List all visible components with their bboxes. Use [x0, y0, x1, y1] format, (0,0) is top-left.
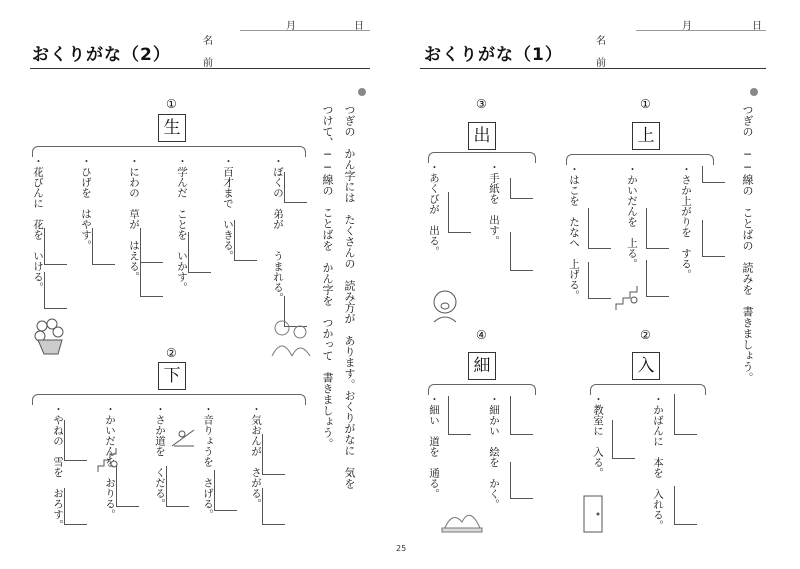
answer-box[interactable] [588, 208, 611, 249]
brothers-picture [268, 318, 314, 358]
right-q1-2: ・かいだんを 上る。 [626, 164, 638, 269]
right-group2-kanji: 入 [632, 352, 660, 380]
left-group1-brace [32, 146, 306, 157]
right-q3-2: ・あくびが 出る。 [428, 162, 440, 257]
climbing-stairs-picture [614, 282, 644, 312]
drawing-picture [440, 500, 484, 534]
answer-box[interactable] [92, 228, 115, 265]
answer-box[interactable] [646, 260, 669, 297]
door-picture [580, 494, 606, 534]
answer-box[interactable] [140, 228, 163, 263]
answer-box[interactable] [234, 220, 257, 261]
left-q2-1: ・気おんが さがる。 [250, 404, 262, 509]
answer-box[interactable] [510, 178, 533, 199]
yawning-child-picture [428, 288, 462, 324]
answer-box[interactable] [612, 420, 635, 459]
left-name-label-2: 前 [203, 58, 213, 69]
left-instruction-bullet [358, 88, 366, 96]
answer-box[interactable] [510, 232, 533, 271]
left-group2-brace [32, 394, 306, 405]
left-q2-4: ・かいだんを おりる。 [104, 404, 116, 520]
right-q1-1: ・さか上がりを する。 [680, 164, 692, 280]
right-q4-2: ・細い 道を 通る。 [428, 394, 440, 499]
left-group1-number: ① [166, 97, 177, 111]
left-q2-2: ・音りょうを さげる。 [202, 404, 214, 520]
left-title-rule [30, 68, 370, 69]
left-day-label: 日 [354, 21, 364, 32]
answer-box[interactable] [284, 172, 307, 203]
answer-box[interactable] [448, 192, 471, 233]
right-group3-brace [428, 152, 536, 163]
right-group4-number: ④ [476, 328, 487, 342]
left-q2-3: ・さか道を くだる。 [154, 404, 166, 509]
right-title-rule [420, 68, 766, 69]
slope-picture [170, 426, 196, 448]
right-q1-3: ・はこを たなへ 上げる。 [568, 164, 580, 301]
left-q1-6: ・花びんに 花を いける。 [32, 156, 44, 293]
left-instruction-line-2: つけて、──線の ことばを かん字を つかって 書きましょう。 [321, 104, 334, 449]
answer-box[interactable] [510, 396, 533, 435]
answer-box[interactable] [64, 420, 87, 461]
right-group1-kanji: 上 [632, 122, 660, 150]
page-number: 25 [396, 544, 407, 553]
right-instruction: つぎの ──線の ことばの 読みを 書きましょう。 [741, 104, 754, 383]
answer-box[interactable] [44, 228, 67, 265]
left-date-rule [240, 30, 370, 31]
right-group2-number: ② [640, 328, 651, 342]
right-group3-number: ③ [476, 97, 487, 111]
flower-vase-picture [30, 316, 70, 356]
answer-box[interactable] [262, 488, 285, 525]
right-q4-1: ・細かい 絵を かく。 [488, 394, 500, 510]
left-q1-4: ・にわの 草が はえる。 [128, 156, 140, 282]
right-date-rule [636, 30, 766, 31]
right-q3-1: ・手紙を 出す。 [488, 162, 500, 246]
left-group2-kanji: 下 [158, 362, 186, 390]
right-group3-kanji: 出 [468, 122, 496, 150]
left-q1-2: ・百才まで いきる。 [222, 156, 234, 261]
right-q2-1: ・かばんに 本を 入れる。 [652, 394, 664, 531]
left-group1-kanji: 生 [158, 114, 186, 142]
answer-box[interactable] [64, 488, 87, 525]
right-q2-2: ・教室に 入る。 [592, 394, 604, 478]
answer-box[interactable] [674, 486, 697, 525]
right-group4-kanji: 細 [468, 352, 496, 380]
answer-box[interactable] [140, 262, 163, 297]
left-q1-1: ・ぼくの 弟が うまれる。 [272, 156, 284, 303]
left-q2-5: ・やねの 雪を おろす。 [52, 404, 64, 530]
left-month-label: 月 [286, 21, 296, 32]
answer-box[interactable] [702, 220, 725, 257]
right-month-label: 月 [682, 21, 692, 32]
answer-box[interactable] [510, 462, 533, 499]
right-group4-brace [428, 384, 536, 395]
answer-box[interactable] [262, 434, 285, 475]
answer-box[interactable] [448, 396, 471, 435]
answer-box[interactable] [674, 394, 697, 435]
right-day-label: 日 [752, 21, 762, 32]
left-name-label-1: 名 [203, 36, 213, 47]
left-instruction-line-1: つぎの かん字には たくさんの 読み方が あります。おくりがなに 気を [343, 104, 356, 489]
left-q1-5: ・ひげを はやす。 [80, 156, 92, 251]
left-group2-number: ② [166, 346, 177, 360]
right-name-label-1: 名 [596, 36, 606, 47]
right-group1-number: ① [640, 97, 651, 111]
answer-box[interactable] [588, 262, 611, 299]
right-name-label-2: 前 [596, 58, 606, 69]
stairs-picture [96, 444, 122, 474]
answer-box[interactable] [44, 272, 67, 309]
answer-box[interactable] [214, 470, 237, 511]
answer-box[interactable] [702, 166, 725, 183]
left-page-title: おくりがな（2） [32, 45, 171, 65]
answer-box[interactable] [646, 208, 669, 249]
right-page-title: おくりがな（1） [424, 45, 563, 65]
answer-box[interactable] [166, 466, 189, 507]
left-q1-3: ・学んだ ことを いかす。 [176, 156, 188, 293]
right-instruction-bullet [750, 88, 758, 96]
answer-box[interactable] [188, 232, 211, 273]
